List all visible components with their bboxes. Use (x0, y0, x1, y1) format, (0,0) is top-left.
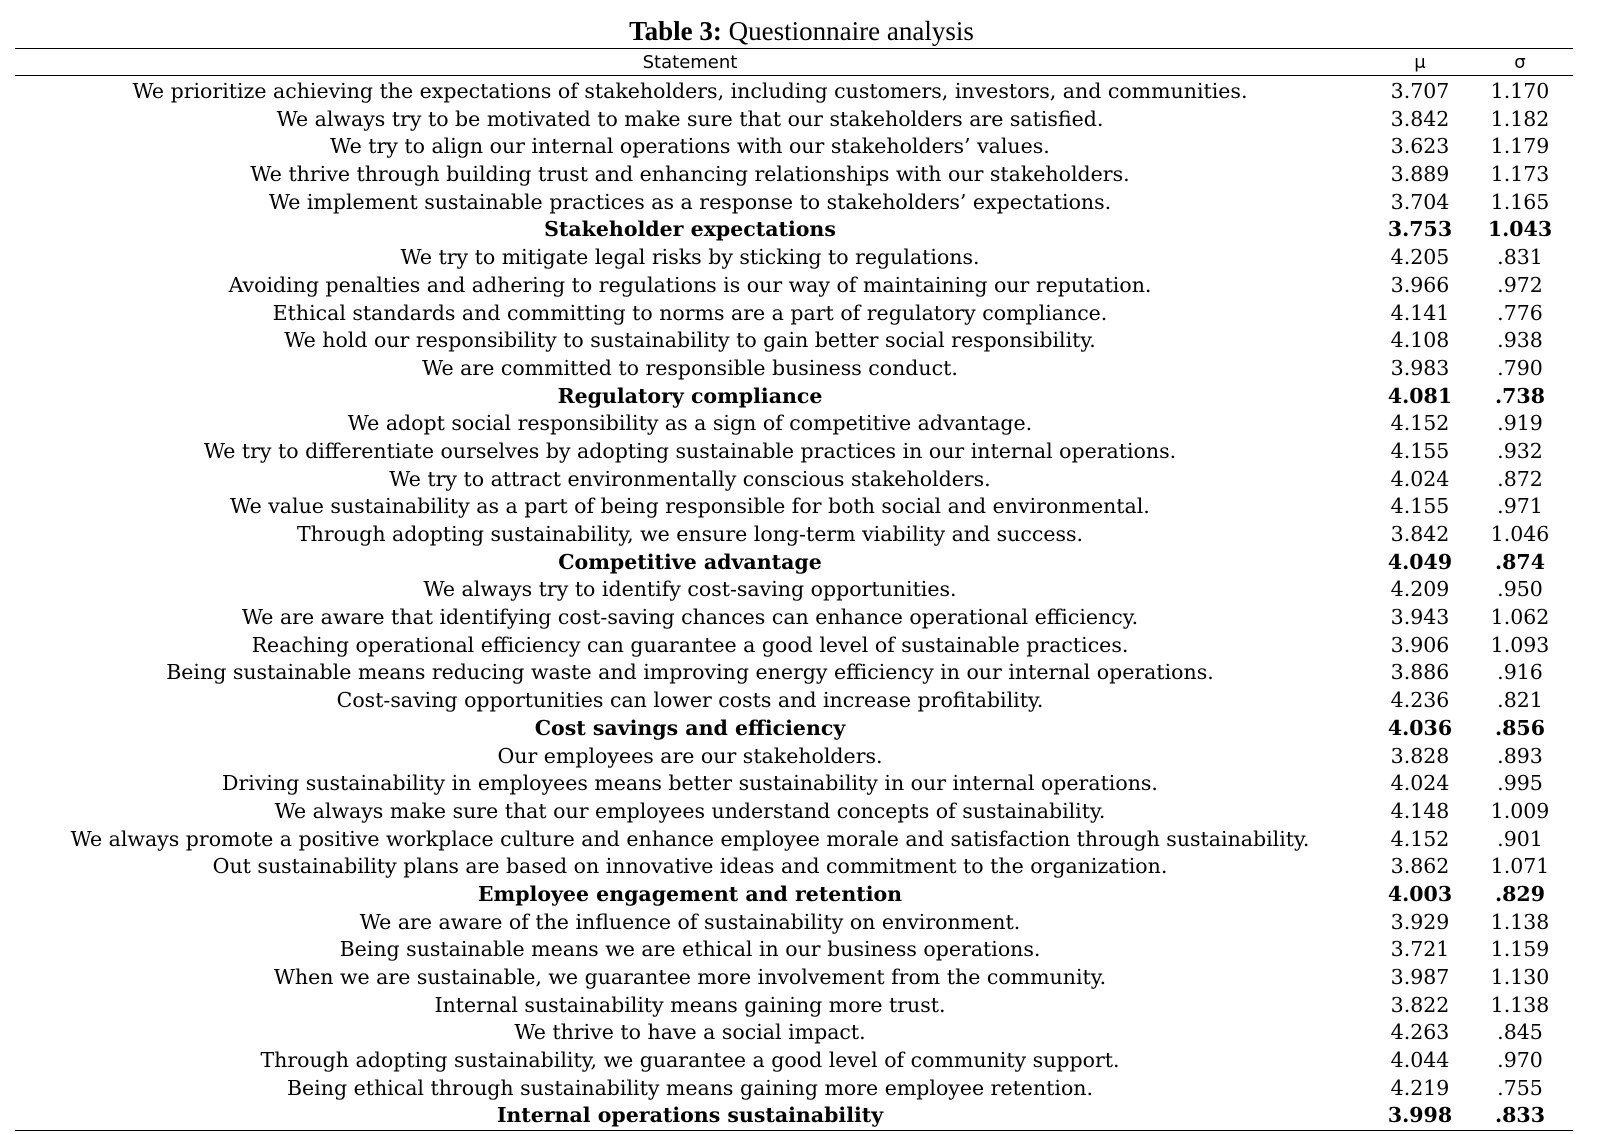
table-row (0, 1075, 1603, 1103)
statement-cell: We always try to be motivated to make sure that our stakeholders are satisfied. (276, 106, 1104, 131)
sd-cell: .970 (1497, 1048, 1543, 1073)
mean-cell: 3.983 (1390, 355, 1450, 380)
mean-cell: 4.024 (1390, 771, 1450, 796)
sd-cell: 1.093 (1490, 632, 1550, 657)
sd-cell: .971 (1497, 494, 1543, 519)
table-row (0, 604, 1603, 632)
table-row (0, 78, 1603, 106)
statement-cell: Regulatory compliance (557, 383, 823, 408)
statement-cell: We are committed to responsible business conduct. (422, 355, 958, 380)
table-row (0, 743, 1603, 771)
statement-cell: Employee engagement and retention (477, 881, 903, 906)
mean-cell: 3.987 (1390, 965, 1450, 989)
mean-cell: 4.152 (1390, 411, 1450, 436)
mean-cell: 3.721 (1390, 937, 1450, 962)
table-row (0, 659, 1603, 687)
statement-cell: We prioritize achieving the expectations of stakeholders, including customers, investors, and communities. (132, 79, 1248, 103)
mean-cell: 3.966 (1390, 272, 1450, 297)
sd-cell: 1.130 (1490, 965, 1550, 989)
table-row (0, 521, 1603, 549)
table-row (0, 992, 1603, 1020)
mean-cell: 4.044 (1390, 1048, 1450, 1073)
table-row-construct-summary (0, 881, 1603, 909)
mean-cell: 3.886 (1390, 660, 1450, 685)
sd-cell: .995 (1497, 771, 1543, 796)
mean-cell: 4.155 (1390, 494, 1450, 519)
mean-cell: 3.623 (1390, 134, 1450, 159)
statement-cell: Internal sustainability means gaining more trust. (434, 992, 946, 1017)
sd-cell: 1.046 (1490, 522, 1550, 546)
mean-cell: 4.081 (1387, 383, 1453, 408)
sd-cell: .932 (1497, 438, 1543, 463)
table-row (0, 687, 1603, 715)
column-header-statement: Statement (642, 52, 738, 73)
sd-cell: .916 (1497, 660, 1543, 685)
statement-cell: We try to mitigate legal risks by sticking to regulations. (400, 245, 980, 270)
mean-cell: 4.209 (1390, 577, 1450, 602)
table-row (0, 936, 1603, 964)
table-row (0, 632, 1603, 660)
table-row (0, 106, 1603, 134)
table-row (0, 410, 1603, 438)
mean-cell: 3.707 (1390, 79, 1450, 103)
sd-cell: .833 (1495, 1103, 1545, 1128)
mean-cell: 3.943 (1390, 605, 1450, 630)
statement-cell: We are aware that identifying cost-saving chances can enhance operational efficiency. (241, 605, 1139, 630)
statement-cell: We are aware of the influence of sustainability on environment. (359, 909, 1021, 934)
statement-cell: Cost savings and efficiency (534, 715, 846, 740)
sd-cell: .755 (1497, 1075, 1543, 1100)
table-row (0, 493, 1603, 521)
statement-cell: We try to align our internal operations with our stakeholders’ values. (330, 134, 1050, 159)
sd-cell: 1.062 (1490, 605, 1550, 630)
mean-cell: 3.862 (1390, 854, 1450, 879)
table-bottom-rule (15, 1130, 1573, 1131)
table-row (0, 853, 1603, 881)
sd-cell: .829 (1495, 881, 1545, 906)
sd-cell: .856 (1495, 715, 1545, 740)
table-row (0, 355, 1603, 383)
mean-cell: 3.842 (1390, 106, 1450, 131)
statement-cell: Through adopting sustainability, we ensure long-term viability and success. (296, 522, 1084, 546)
statement-cell: Being ethical through sustainability means gaining more employee retention. (286, 1075, 1094, 1100)
sd-cell: .845 (1497, 1020, 1543, 1045)
sd-cell: .872 (1497, 466, 1543, 491)
table-caption-label: Table 3: (629, 16, 722, 46)
table-row (0, 826, 1603, 854)
mean-cell: 3.889 (1390, 162, 1450, 187)
table-row (0, 964, 1603, 992)
mean-cell: 4.263 (1390, 1020, 1450, 1045)
statement-cell: Our employees are our stakeholders. (497, 743, 883, 768)
table-row (0, 133, 1603, 161)
sd-cell: 1.170 (1490, 79, 1550, 103)
statement-cell: We hold our responsibility to sustainability to gain better social responsibility. (284, 328, 1096, 353)
sd-cell: .738 (1495, 383, 1545, 408)
mean-cell: 3.753 (1387, 217, 1453, 242)
table-caption (0, 14, 1603, 48)
mean-cell: 4.205 (1390, 245, 1450, 270)
table-row (0, 798, 1603, 826)
sd-cell: .874 (1495, 549, 1545, 574)
table-row (0, 272, 1603, 300)
sd-cell: .893 (1497, 743, 1543, 768)
table-row (0, 770, 1603, 798)
mean-cell: 4.108 (1390, 328, 1450, 353)
statement-cell: Internal operations sustainability (496, 1103, 884, 1128)
sd-cell: .938 (1497, 328, 1543, 353)
statement-cell: Cost-saving opportunities can lower costs and increase profitability. (336, 688, 1044, 713)
sd-cell: 1.071 (1490, 854, 1550, 879)
table-row (0, 189, 1603, 217)
table-header-rule (15, 75, 1573, 76)
table-row (0, 909, 1603, 937)
statement-cell: Being sustainable means reducing waste and improving energy efficiency in our internal operations. (166, 660, 1214, 685)
table-row (0, 466, 1603, 494)
table-row (0, 1047, 1603, 1075)
sd-cell: .821 (1497, 688, 1543, 713)
mean-cell: 4.049 (1387, 549, 1453, 574)
sd-cell: .950 (1497, 577, 1543, 602)
statement-cell: Out sustainability plans are based on innovative ideas and commitment to the organization. (212, 854, 1168, 879)
mean-cell: 4.036 (1387, 715, 1453, 740)
sd-cell: .776 (1497, 300, 1543, 325)
statement-cell: We thrive through building trust and enhancing relationships with our stakeholders. (250, 162, 1130, 187)
mean-cell: 3.822 (1390, 992, 1450, 1017)
statement-cell: When we are sustainable, we guarantee more involvement from the community. (273, 965, 1107, 989)
statement-cell: We always try to identify cost-saving opportunities. (423, 577, 957, 602)
table-row (0, 438, 1603, 466)
sd-cell: 1.182 (1490, 106, 1550, 131)
statement-cell: Being sustainable means we are ethical in our business operations. (339, 937, 1041, 962)
mean-cell: 4.003 (1387, 881, 1453, 906)
sd-cell: 1.179 (1490, 134, 1550, 159)
statement-cell: We always promote a positive workplace culture and enhance employee morale and satisfaction through sustainability. (70, 826, 1310, 851)
sd-cell: 1.043 (1487, 217, 1553, 242)
table-row (0, 576, 1603, 604)
mean-cell: 4.152 (1390, 826, 1450, 851)
mean-cell: 3.998 (1387, 1103, 1453, 1128)
statement-cell: We adopt social responsibility as a sign of competitive advantage. (347, 411, 1033, 436)
mean-cell: 3.842 (1390, 522, 1450, 546)
statement-cell: We value sustainability as a part of being responsible for both social and environmental. (230, 494, 1150, 519)
statement-cell: Competitive advantage (558, 549, 822, 574)
table-row (0, 1019, 1603, 1047)
mean-cell: 3.828 (1390, 743, 1450, 768)
sd-cell: 1.173 (1490, 162, 1550, 187)
table-row-construct-summary (0, 715, 1603, 743)
mean-cell: 3.906 (1390, 632, 1450, 657)
sd-cell: .901 (1497, 826, 1543, 851)
table-row-construct-summary (0, 549, 1603, 577)
statement-cell: Ethical standards and committing to norms are a part of regulatory compliance. (272, 300, 1108, 325)
sd-cell: .919 (1497, 411, 1543, 436)
mean-cell: 3.704 (1390, 189, 1450, 214)
table-caption-title: Questionnaire analysis (728, 16, 974, 46)
column-header-sd: σ (1514, 52, 1526, 73)
mean-cell: 4.148 (1390, 798, 1450, 823)
sd-cell: 1.009 (1490, 798, 1550, 823)
table-row-construct-summary (0, 216, 1603, 244)
mean-cell: 4.236 (1390, 688, 1450, 713)
statement-cell: Reaching operational efficiency can guarantee a good level of sustainable practices. (251, 632, 1129, 657)
statement-cell: We try to differentiate ourselves by adopting sustainable practices in our internal operations. (203, 438, 1177, 463)
table-row (0, 300, 1603, 328)
mean-cell: 4.219 (1390, 1075, 1450, 1100)
sd-cell: .972 (1497, 272, 1543, 297)
statement-cell: Stakeholder expectations (544, 217, 836, 242)
statement-cell: We implement sustainable practices as a response to stakeholders’ expectations. (268, 189, 1112, 214)
table-row-construct-summary (0, 1102, 1603, 1130)
mean-cell: 3.929 (1390, 909, 1450, 934)
statement-cell: We always make sure that our employees understand concepts of sustainability. (274, 798, 1106, 823)
mean-cell: 4.141 (1390, 300, 1450, 325)
statement-cell: Driving sustainability in employees means better sustainability in our internal operations. (222, 771, 1158, 796)
statement-cell: We try to attract environmentally conscious stakeholders. (389, 466, 991, 491)
table-body (0, 78, 1603, 1130)
sd-cell: 1.159 (1490, 937, 1550, 962)
sd-cell: 1.138 (1490, 992, 1550, 1017)
statement-cell: Through adopting sustainability, we guarantee a good level of community support. (260, 1048, 1120, 1073)
sd-cell: 1.165 (1490, 189, 1550, 214)
statement-cell: Avoiding penalties and adhering to regulations is our way of maintaining our reputation. (228, 272, 1152, 297)
sd-cell: .831 (1497, 245, 1543, 270)
statement-cell: We thrive to have a social impact. (514, 1020, 866, 1045)
table-row-construct-summary (0, 383, 1603, 411)
sd-cell: 1.138 (1490, 909, 1550, 934)
column-header-mean: μ (1414, 52, 1426, 73)
mean-cell: 4.024 (1390, 466, 1450, 491)
mean-cell: 4.155 (1390, 438, 1450, 463)
table-row (0, 327, 1603, 355)
sd-cell: .790 (1497, 355, 1543, 380)
table-top-rule (15, 48, 1573, 49)
table-row (0, 244, 1603, 272)
table-row (0, 161, 1603, 189)
